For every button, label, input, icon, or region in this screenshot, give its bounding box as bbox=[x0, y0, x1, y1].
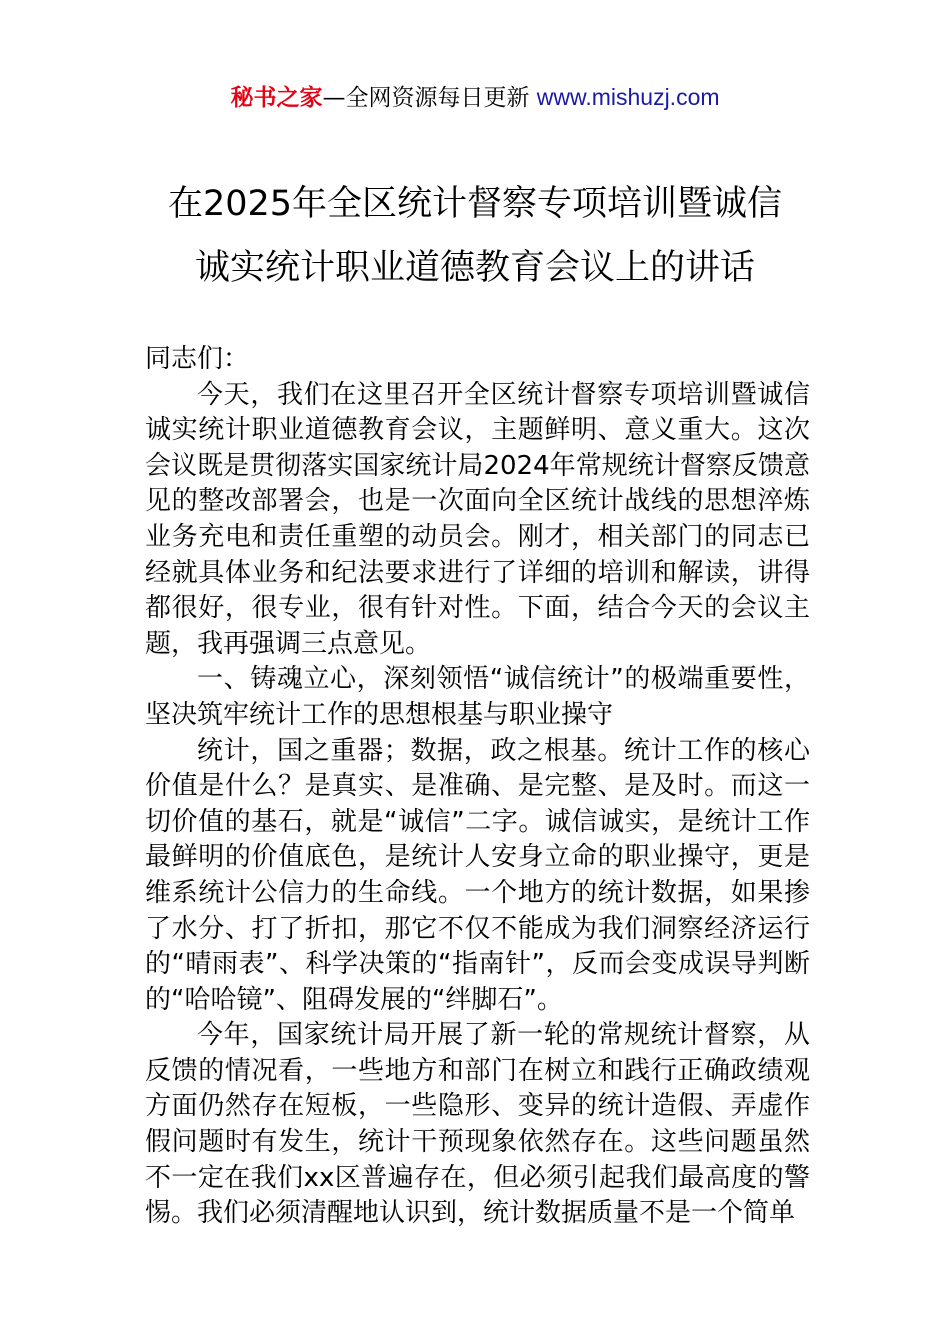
paragraph-intro: 今天，我们在这里召开全区统计督察专项培训暨诚信诚实统计职业道德教育会议，主题鲜明、意义重大。这次会议既是贯彻落实国家统计局2024年常规统计督察反馈意见的整改部署会，也是一次面向全区统计战线的思想淬炼业务充电和责任重塑的动员会。刚才，相关部门的同志已经就具体业务和纪法要求进行了详细的培训和解读，讲得都很好，很专业，很有针对性。下面，结合今天的会议主题，我再强调三点意见。 bbox=[145, 379, 810, 659]
title-line-2: 诚实统计职业道德教育会议上的讲话 bbox=[194, 248, 755, 288]
section-heading-1: 一、铸魂立心，深刻领悟“诚信统计”的极端重要性，坚决筑牢统计工作的思想根基与职业操守 bbox=[145, 664, 810, 730]
site-slogan: —全网资源每日更新 bbox=[322, 85, 530, 111]
title-line-1: 在2025年全区统计督察专项培训暨诚信 bbox=[167, 184, 783, 224]
greeting: 同志们： bbox=[145, 344, 250, 374]
site-brand: 秘书之家 bbox=[230, 85, 323, 111]
paragraph-inspection: 今年，国家统计局开展了新一轮的常规统计督察，从反馈的情况看，一些地方和部门在树立和践行正确政绩观方面仍然存在短板，一些隐形、变异的统计造假、弄虚作假问题时有发生，统计干预现象依然存在。这些问题虽然不一定在我们xx区普遍存在，但必须引起我们最高度的警惕。我们必须清醒地认识到，统计数据质量不是一个简单 bbox=[145, 1020, 810, 1229]
document-title bbox=[0, 172, 950, 300]
site-header bbox=[0, 80, 950, 115]
document-body bbox=[145, 342, 810, 1232]
site-url-link[interactable]: www.mishuzj.com bbox=[536, 84, 720, 110]
paragraph-integrity: 统计，国之重器；数据，政之根基。统计工作的核心价值是什么？是真实、是准确、是完整、是及时。而这一切价值的基石，就是“诚信”二字。诚信诚实，是统计工作最鲜明的价值底色，是统计人安身立命的职业操守，更是维系统计公信力的生命线。一个地方的统计数据，如果掺了水分、打了折扣，那它不仅不能成为我们洞察经济运行的“晴雨表”、科学决策的“指南针”，反而会变成误导判断的“哈哈镜”、阻碍发展的“绊脚石”。 bbox=[145, 735, 810, 1015]
